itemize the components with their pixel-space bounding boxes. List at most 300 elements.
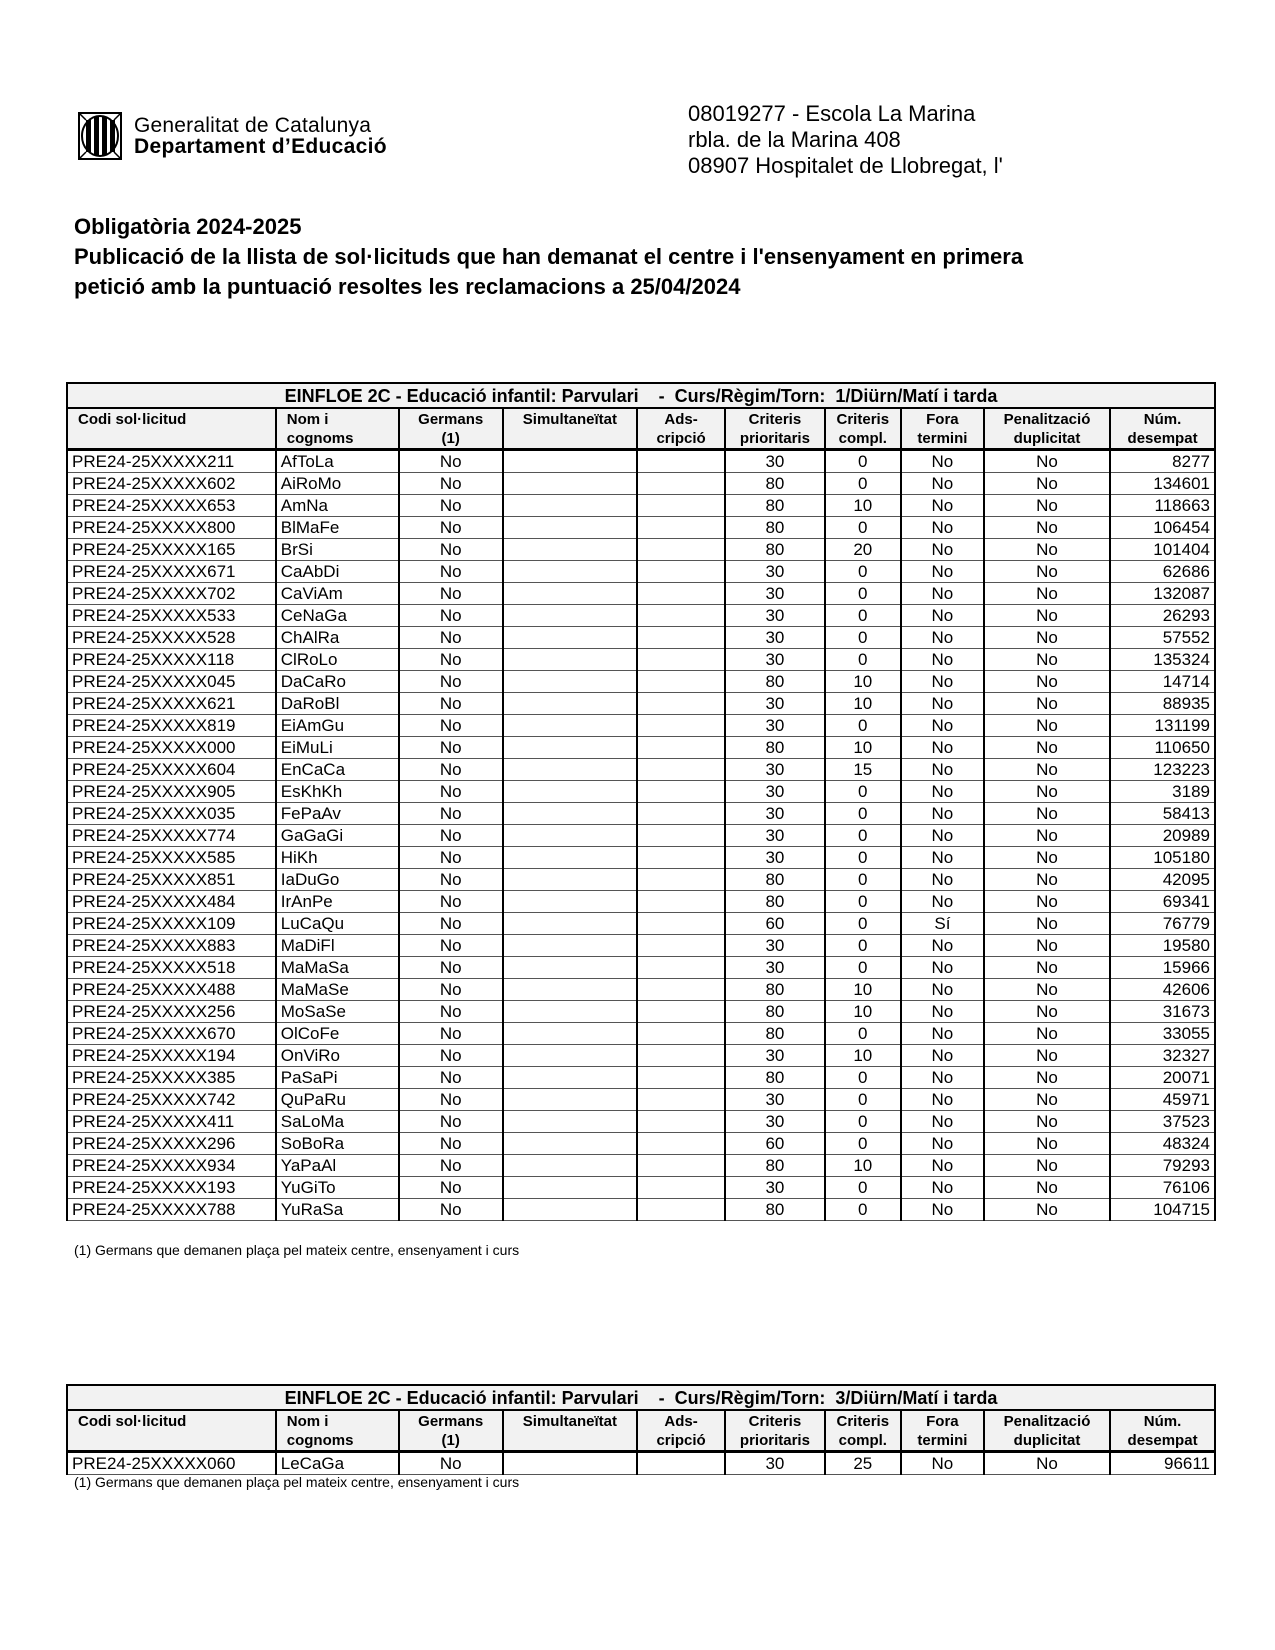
cell-adscripcio	[637, 649, 725, 671]
cell-fora-termini: No	[901, 495, 984, 517]
cell-germans: No	[399, 627, 503, 649]
cell-codi-solicitud: PRE24-25XXXXX035	[67, 803, 276, 825]
cell-codi-solicitud: PRE24-25XXXXX934	[67, 1155, 276, 1177]
cell-nom-cognoms: CeNaGa	[276, 605, 399, 627]
cell-codi-solicitud: PRE24-25XXXXX819	[67, 715, 276, 737]
cell-codi-solicitud: PRE24-25XXXXX256	[67, 1001, 276, 1023]
cell-nom-cognoms: GaGaGi	[276, 825, 399, 847]
cell-fora-termini: No	[901, 715, 984, 737]
cell-criteris-compl: 10	[825, 1001, 901, 1023]
cell-simultaneitat	[503, 1155, 637, 1177]
cell-codi-solicitud: PRE24-25XXXXX385	[67, 1067, 276, 1089]
cell-nom-cognoms: MaMaSa	[276, 957, 399, 979]
cell-codi-solicitud: PRE24-25XXXXX742	[67, 1089, 276, 1111]
cell-simultaneitat	[503, 1045, 637, 1067]
table-row	[67, 957, 1215, 979]
table-row	[67, 869, 1215, 891]
cell-fora-termini: Sí	[901, 913, 984, 935]
cell-nom-cognoms: AiRoMo	[276, 473, 399, 495]
cell-penalitzacio-duplicitat: No	[984, 495, 1110, 517]
cell-penalitzacio-duplicitat: No	[984, 1199, 1110, 1221]
table-row	[67, 979, 1215, 1001]
cell-penalitzacio-duplicitat: No	[984, 803, 1110, 825]
cell-penalitzacio-duplicitat: No	[984, 979, 1110, 1001]
cell-adscripcio	[637, 1067, 725, 1089]
cell-penalitzacio-duplicitat: No	[984, 737, 1110, 759]
column-header-fora-termini	[901, 408, 984, 450]
cell-germans: No	[399, 825, 503, 847]
table-row	[67, 891, 1215, 913]
cell-criteris-compl: 10	[825, 495, 901, 517]
cell-criteris-prioritaris: 80	[725, 473, 824, 495]
cell-germans: No	[399, 1067, 503, 1089]
cell-criteris-prioritaris: 60	[725, 913, 824, 935]
column-header-line: (1)	[441, 430, 460, 447]
cell-criteris-compl: 20	[825, 539, 901, 561]
cell-nom-cognoms: CaAbDi	[276, 561, 399, 583]
cell-penalitzacio-duplicitat: No	[984, 847, 1110, 869]
column-header-line: Germans	[418, 1413, 484, 1430]
cell-germans: No	[399, 1199, 503, 1221]
table-row	[67, 1089, 1215, 1111]
cell-codi-solicitud: PRE24-25XXXXX165	[67, 539, 276, 561]
cell-num-desempat: 8277	[1110, 450, 1215, 473]
cell-adscripcio	[637, 450, 725, 473]
cell-fora-termini: No	[901, 1001, 984, 1023]
cell-criteris-prioritaris: 80	[725, 869, 824, 891]
cell-adscripcio	[637, 715, 725, 737]
cell-adscripcio	[637, 1199, 725, 1221]
table-row	[67, 539, 1215, 561]
cell-fora-termini: No	[901, 759, 984, 781]
cell-penalitzacio-duplicitat: No	[984, 913, 1110, 935]
cell-penalitzacio-duplicitat: No	[984, 1023, 1110, 1045]
cell-adscripcio	[637, 1089, 725, 1111]
cell-germans: No	[399, 495, 503, 517]
cell-nom-cognoms: YuGiTo	[276, 1177, 399, 1199]
cell-criteris-compl: 0	[825, 583, 901, 605]
cell-nom-cognoms: BlMaFe	[276, 517, 399, 539]
document-title	[74, 212, 1023, 302]
cell-germans: No	[399, 649, 503, 671]
cell-penalitzacio-duplicitat: No	[984, 957, 1110, 979]
column-header-nom-cognoms	[276, 408, 399, 450]
cell-nom-cognoms: AmNa	[276, 495, 399, 517]
table-row	[67, 450, 1215, 473]
cell-adscripcio	[637, 583, 725, 605]
cell-simultaneitat	[503, 715, 637, 737]
cell-simultaneitat	[503, 561, 637, 583]
cell-simultaneitat	[503, 693, 637, 715]
cell-num-desempat: 42606	[1110, 979, 1215, 1001]
applications-table-course-3	[66, 1384, 1216, 1475]
cell-criteris-prioritaris: 30	[725, 1045, 824, 1067]
table-row	[67, 495, 1215, 517]
table-row	[67, 1155, 1215, 1177]
cell-simultaneitat	[503, 869, 637, 891]
table-row	[67, 1133, 1215, 1155]
cell-germans: No	[399, 693, 503, 715]
cell-penalitzacio-duplicitat: No	[984, 517, 1110, 539]
cell-criteris-prioritaris: 30	[725, 450, 824, 473]
title-line-2: Publicació de la llista de sol·licituds que han demanat el centre i l'ensenyament en primera	[74, 244, 1024, 269]
cell-nom-cognoms: MoSaSe	[276, 1001, 399, 1023]
cell-num-desempat: 58413	[1110, 803, 1215, 825]
cell-criteris-prioritaris: 30	[725, 693, 824, 715]
cell-simultaneitat	[503, 1133, 637, 1155]
cell-criteris-compl: 0	[825, 1133, 901, 1155]
column-header-line: cognoms	[286, 430, 354, 447]
cell-simultaneitat	[503, 781, 637, 803]
column-header-num-desempat	[1110, 408, 1215, 450]
column-header-line: Criteris	[836, 1413, 890, 1430]
cell-num-desempat: 118663	[1110, 495, 1215, 517]
cell-num-desempat: 33055	[1110, 1023, 1215, 1045]
column-header-line: termini	[917, 1432, 968, 1449]
cell-fora-termini: No	[901, 803, 984, 825]
cell-nom-cognoms: IaDuGo	[276, 869, 399, 891]
cell-criteris-compl: 0	[825, 781, 901, 803]
table-row	[67, 737, 1215, 759]
cell-germans: No	[399, 1111, 503, 1133]
cell-germans: No	[399, 1045, 503, 1067]
table-row	[67, 847, 1215, 869]
cell-codi-solicitud: PRE24-25XXXXX109	[67, 913, 276, 935]
cell-simultaneitat	[503, 605, 637, 627]
column-header-line: duplicitat	[1013, 430, 1081, 447]
table-row	[67, 825, 1215, 847]
cell-nom-cognoms: DaRoBl	[276, 693, 399, 715]
cell-adscripcio	[637, 1452, 725, 1475]
cell-criteris-compl: 0	[825, 649, 901, 671]
cell-germans: No	[399, 759, 503, 781]
cell-germans: No	[399, 737, 503, 759]
generalitat-emblem-icon	[78, 112, 122, 160]
cell-adscripcio	[637, 979, 725, 1001]
table-body	[67, 1452, 1215, 1475]
cell-nom-cognoms: SaLoMa	[276, 1111, 399, 1133]
column-headers	[67, 408, 1215, 450]
cell-num-desempat: 76779	[1110, 913, 1215, 935]
cell-penalitzacio-duplicitat: No	[984, 583, 1110, 605]
cell-num-desempat: 104715	[1110, 1199, 1215, 1221]
table-row	[67, 583, 1215, 605]
cell-adscripcio	[637, 605, 725, 627]
cell-num-desempat: 48324	[1110, 1133, 1215, 1155]
cell-codi-solicitud: PRE24-25XXXXX671	[67, 561, 276, 583]
cell-adscripcio	[637, 737, 725, 759]
cell-num-desempat: 42095	[1110, 869, 1215, 891]
cell-fora-termini: No	[901, 693, 984, 715]
cell-nom-cognoms: AfToLa	[276, 450, 399, 473]
cell-penalitzacio-duplicitat: No	[984, 869, 1110, 891]
cell-criteris-prioritaris: 60	[725, 1133, 824, 1155]
cell-num-desempat: 26293	[1110, 605, 1215, 627]
cell-nom-cognoms: PaSaPi	[276, 1067, 399, 1089]
cell-fora-termini: No	[901, 847, 984, 869]
cell-criteris-prioritaris: 80	[725, 979, 824, 1001]
cell-simultaneitat	[503, 450, 637, 473]
cell-adscripcio	[637, 869, 725, 891]
cell-codi-solicitud: PRE24-25XXXXX883	[67, 935, 276, 957]
cell-simultaneitat	[503, 1452, 637, 1475]
cell-simultaneitat	[503, 935, 637, 957]
cell-criteris-prioritaris: 30	[725, 1177, 824, 1199]
column-header-penalitzacio-duplicitat	[984, 408, 1110, 450]
cell-germans: No	[399, 979, 503, 1001]
cell-simultaneitat	[503, 1067, 637, 1089]
cell-criteris-prioritaris: 80	[725, 891, 824, 913]
cell-nom-cognoms: FePaAv	[276, 803, 399, 825]
cell-criteris-compl: 0	[825, 1067, 901, 1089]
cell-num-desempat: 20071	[1110, 1067, 1215, 1089]
cell-num-desempat: 45971	[1110, 1089, 1215, 1111]
cell-criteris-compl: 0	[825, 869, 901, 891]
cell-penalitzacio-duplicitat: No	[984, 781, 1110, 803]
column-header-line: desempat	[1127, 430, 1198, 447]
cell-criteris-prioritaris: 80	[725, 1199, 824, 1221]
cell-criteris-prioritaris: 30	[725, 847, 824, 869]
title-line-3: petició amb la puntuació resoltes les reclamacions a 25/04/2024	[74, 274, 741, 299]
column-header-line: Ads-	[664, 1413, 698, 1430]
cell-adscripcio	[637, 495, 725, 517]
cell-num-desempat: 105180	[1110, 847, 1215, 869]
cell-simultaneitat	[503, 671, 637, 693]
cell-criteris-prioritaris: 30	[725, 781, 824, 803]
column-header-line: Simultaneïtat	[522, 411, 617, 428]
cell-num-desempat: 19580	[1110, 935, 1215, 957]
cell-germans: No	[399, 450, 503, 473]
cell-codi-solicitud: PRE24-25XXXXX670	[67, 1023, 276, 1045]
cell-penalitzacio-duplicitat: No	[984, 1089, 1110, 1111]
cell-adscripcio	[637, 847, 725, 869]
table-row	[67, 1023, 1215, 1045]
cell-num-desempat: 123223	[1110, 759, 1215, 781]
cell-fora-termini: No	[901, 627, 984, 649]
cell-codi-solicitud: PRE24-25XXXXX296	[67, 1133, 276, 1155]
cell-fora-termini: No	[901, 737, 984, 759]
table-row	[67, 671, 1215, 693]
cell-codi-solicitud: PRE24-25XXXXX518	[67, 957, 276, 979]
cell-criteris-compl: 0	[825, 715, 901, 737]
cell-num-desempat: 135324	[1110, 649, 1215, 671]
cell-penalitzacio-duplicitat: No	[984, 1133, 1110, 1155]
cell-adscripcio	[637, 561, 725, 583]
cell-penalitzacio-duplicitat: No	[984, 1155, 1110, 1177]
cell-codi-solicitud: PRE24-25XXXXX060	[67, 1452, 276, 1475]
cell-penalitzacio-duplicitat: No	[984, 649, 1110, 671]
cell-fora-termini: No	[901, 517, 984, 539]
cell-codi-solicitud: PRE24-25XXXXX484	[67, 891, 276, 913]
cell-criteris-prioritaris: 30	[725, 825, 824, 847]
cell-num-desempat: 132087	[1110, 583, 1215, 605]
cell-simultaneitat	[503, 803, 637, 825]
cell-num-desempat: 69341	[1110, 891, 1215, 913]
cell-nom-cognoms: CaViAm	[276, 583, 399, 605]
cell-criteris-compl: 0	[825, 913, 901, 935]
cell-fora-termini: No	[901, 1045, 984, 1067]
cell-adscripcio	[637, 913, 725, 935]
column-header-line: termini	[917, 430, 968, 447]
cell-codi-solicitud: PRE24-25XXXXX851	[67, 869, 276, 891]
cell-adscripcio	[637, 891, 725, 913]
cell-criteris-prioritaris: 30	[725, 1089, 824, 1111]
cell-num-desempat: 134601	[1110, 473, 1215, 495]
cell-germans: No	[399, 1001, 503, 1023]
cell-adscripcio	[637, 781, 725, 803]
column-header-penalitzacio-duplicitat	[984, 1410, 1110, 1452]
cell-germans: No	[399, 869, 503, 891]
table-footnote: (1) Germans que demanen plaça pel mateix centre, ensenyament i curs	[74, 1474, 520, 1490]
cell-germans: No	[399, 957, 503, 979]
cell-criteris-prioritaris: 30	[725, 935, 824, 957]
column-header-line: Criteris	[836, 411, 890, 428]
column-header-criteris-prioritaris	[725, 1410, 824, 1452]
cell-adscripcio	[637, 671, 725, 693]
cell-criteris-prioritaris: 80	[725, 1023, 824, 1045]
cell-nom-cognoms: EiAmGu	[276, 715, 399, 737]
cell-adscripcio	[637, 693, 725, 715]
cell-num-desempat: 76106	[1110, 1177, 1215, 1199]
cell-criteris-compl: 10	[825, 671, 901, 693]
cell-nom-cognoms: LeCaGa	[276, 1452, 399, 1475]
cell-nom-cognoms: YuRaSa	[276, 1199, 399, 1221]
cell-penalitzacio-duplicitat: No	[984, 693, 1110, 715]
cell-germans: No	[399, 583, 503, 605]
cell-simultaneitat	[503, 627, 637, 649]
cell-codi-solicitud: PRE24-25XXXXX905	[67, 781, 276, 803]
cell-penalitzacio-duplicitat: No	[984, 1067, 1110, 1089]
cell-simultaneitat	[503, 1199, 637, 1221]
column-header-line: Núm.	[1143, 411, 1182, 428]
cell-criteris-prioritaris: 30	[725, 583, 824, 605]
cell-simultaneitat	[503, 737, 637, 759]
column-header-codi-solicitud	[67, 1410, 276, 1452]
cell-simultaneitat	[503, 473, 637, 495]
cell-criteris-prioritaris: 80	[725, 517, 824, 539]
cell-germans: No	[399, 1177, 503, 1199]
cell-simultaneitat	[503, 759, 637, 781]
cell-fora-termini: No	[901, 1452, 984, 1475]
column-header-num-desempat	[1110, 1410, 1215, 1452]
cell-criteris-prioritaris: 80	[725, 539, 824, 561]
cell-criteris-compl: 0	[825, 1199, 901, 1221]
column-header-line: Criteris	[748, 411, 802, 428]
cell-simultaneitat	[503, 847, 637, 869]
cell-fora-termini: No	[901, 450, 984, 473]
cell-codi-solicitud: PRE24-25XXXXX528	[67, 627, 276, 649]
column-header-line: Nom i	[286, 1413, 329, 1430]
table-row	[67, 759, 1215, 781]
column-header-line: (1)	[441, 1432, 460, 1449]
cell-criteris-compl: 0	[825, 935, 901, 957]
table-row	[67, 473, 1215, 495]
cell-codi-solicitud: PRE24-25XXXXX585	[67, 847, 276, 869]
column-header-line: desempat	[1127, 1432, 1198, 1449]
cell-germans: No	[399, 847, 503, 869]
column-header-line: cognoms	[286, 1432, 354, 1449]
cell-codi-solicitud: PRE24-25XXXXX800	[67, 517, 276, 539]
cell-codi-solicitud: PRE24-25XXXXX533	[67, 605, 276, 627]
cell-criteris-compl: 0	[825, 803, 901, 825]
cell-codi-solicitud: PRE24-25XXXXX621	[67, 693, 276, 715]
cell-codi-solicitud: PRE24-25XXXXX702	[67, 583, 276, 605]
cell-fora-termini: No	[901, 539, 984, 561]
cell-codi-solicitud: PRE24-25XXXXX602	[67, 473, 276, 495]
cell-adscripcio	[637, 1045, 725, 1067]
cell-adscripcio	[637, 1133, 725, 1155]
table-caption: EINFLOE 2C - Educació infantil: Parvulari - Curs/Règim/Torn: 3/Diürn/Matí i tarda	[67, 1385, 1215, 1410]
cell-criteris-prioritaris: 30	[725, 759, 824, 781]
cell-germans: No	[399, 1155, 503, 1177]
column-header-line: Nom i	[286, 411, 329, 428]
cell-num-desempat: 131199	[1110, 715, 1215, 737]
cell-penalitzacio-duplicitat: No	[984, 539, 1110, 561]
column-header-line: cripció	[656, 1432, 706, 1449]
cell-penalitzacio-duplicitat: No	[984, 759, 1110, 781]
cell-nom-cognoms: EiMuLi	[276, 737, 399, 759]
cell-criteris-compl: 0	[825, 561, 901, 583]
cell-criteris-prioritaris: 30	[725, 715, 824, 737]
title-year: Obligatòria 2024-2025	[74, 214, 302, 239]
table-row	[67, 1452, 1215, 1475]
cell-num-desempat: 106454	[1110, 517, 1215, 539]
cell-nom-cognoms: IrAnPe	[276, 891, 399, 913]
cell-criteris-compl: 0	[825, 891, 901, 913]
table-row	[67, 1001, 1215, 1023]
cell-fora-termini: No	[901, 957, 984, 979]
cell-criteris-compl: 0	[825, 1111, 901, 1133]
cell-nom-cognoms: LuCaQu	[276, 913, 399, 935]
cell-fora-termini: No	[901, 869, 984, 891]
column-header-simultaneitat	[503, 1410, 637, 1452]
cell-nom-cognoms: MaMaSe	[276, 979, 399, 1001]
cell-germans: No	[399, 715, 503, 737]
cell-criteris-compl: 25	[825, 1452, 901, 1475]
cell-germans: No	[399, 671, 503, 693]
cell-criteris-compl: 0	[825, 627, 901, 649]
department-name: Departament d’Educació	[134, 135, 387, 158]
column-header-adscripcio	[637, 408, 725, 450]
org-name: Generalitat de Catalunya	[134, 114, 372, 137]
cell-fora-termini: No	[901, 1111, 984, 1133]
cell-penalitzacio-duplicitat: No	[984, 1452, 1110, 1475]
column-header-line: Núm.	[1143, 1413, 1182, 1430]
cell-adscripcio	[637, 935, 725, 957]
column-header-line: Penalització	[1003, 411, 1091, 428]
cell-codi-solicitud: PRE24-25XXXXX194	[67, 1045, 276, 1067]
cell-codi-solicitud: PRE24-25XXXXX411	[67, 1111, 276, 1133]
table-row	[67, 1111, 1215, 1133]
cell-germans: No	[399, 803, 503, 825]
cell-codi-solicitud: PRE24-25XXXXX045	[67, 671, 276, 693]
cell-nom-cognoms: QuPaRu	[276, 1089, 399, 1111]
cell-fora-termini: No	[901, 1067, 984, 1089]
cell-criteris-prioritaris: 80	[725, 1155, 824, 1177]
cell-fora-termini: No	[901, 1089, 984, 1111]
cell-simultaneitat	[503, 649, 637, 671]
cell-codi-solicitud: PRE24-25XXXXX000	[67, 737, 276, 759]
cell-nom-cognoms: OnViRo	[276, 1045, 399, 1067]
cell-nom-cognoms: BrSi	[276, 539, 399, 561]
column-header-adscripcio	[637, 1410, 725, 1452]
cell-nom-cognoms: SoBoRa	[276, 1133, 399, 1155]
cell-fora-termini: No	[901, 561, 984, 583]
cell-fora-termini: No	[901, 1199, 984, 1221]
cell-penalitzacio-duplicitat: No	[984, 605, 1110, 627]
table-row	[67, 935, 1215, 957]
column-header-line: compl.	[838, 1432, 887, 1449]
